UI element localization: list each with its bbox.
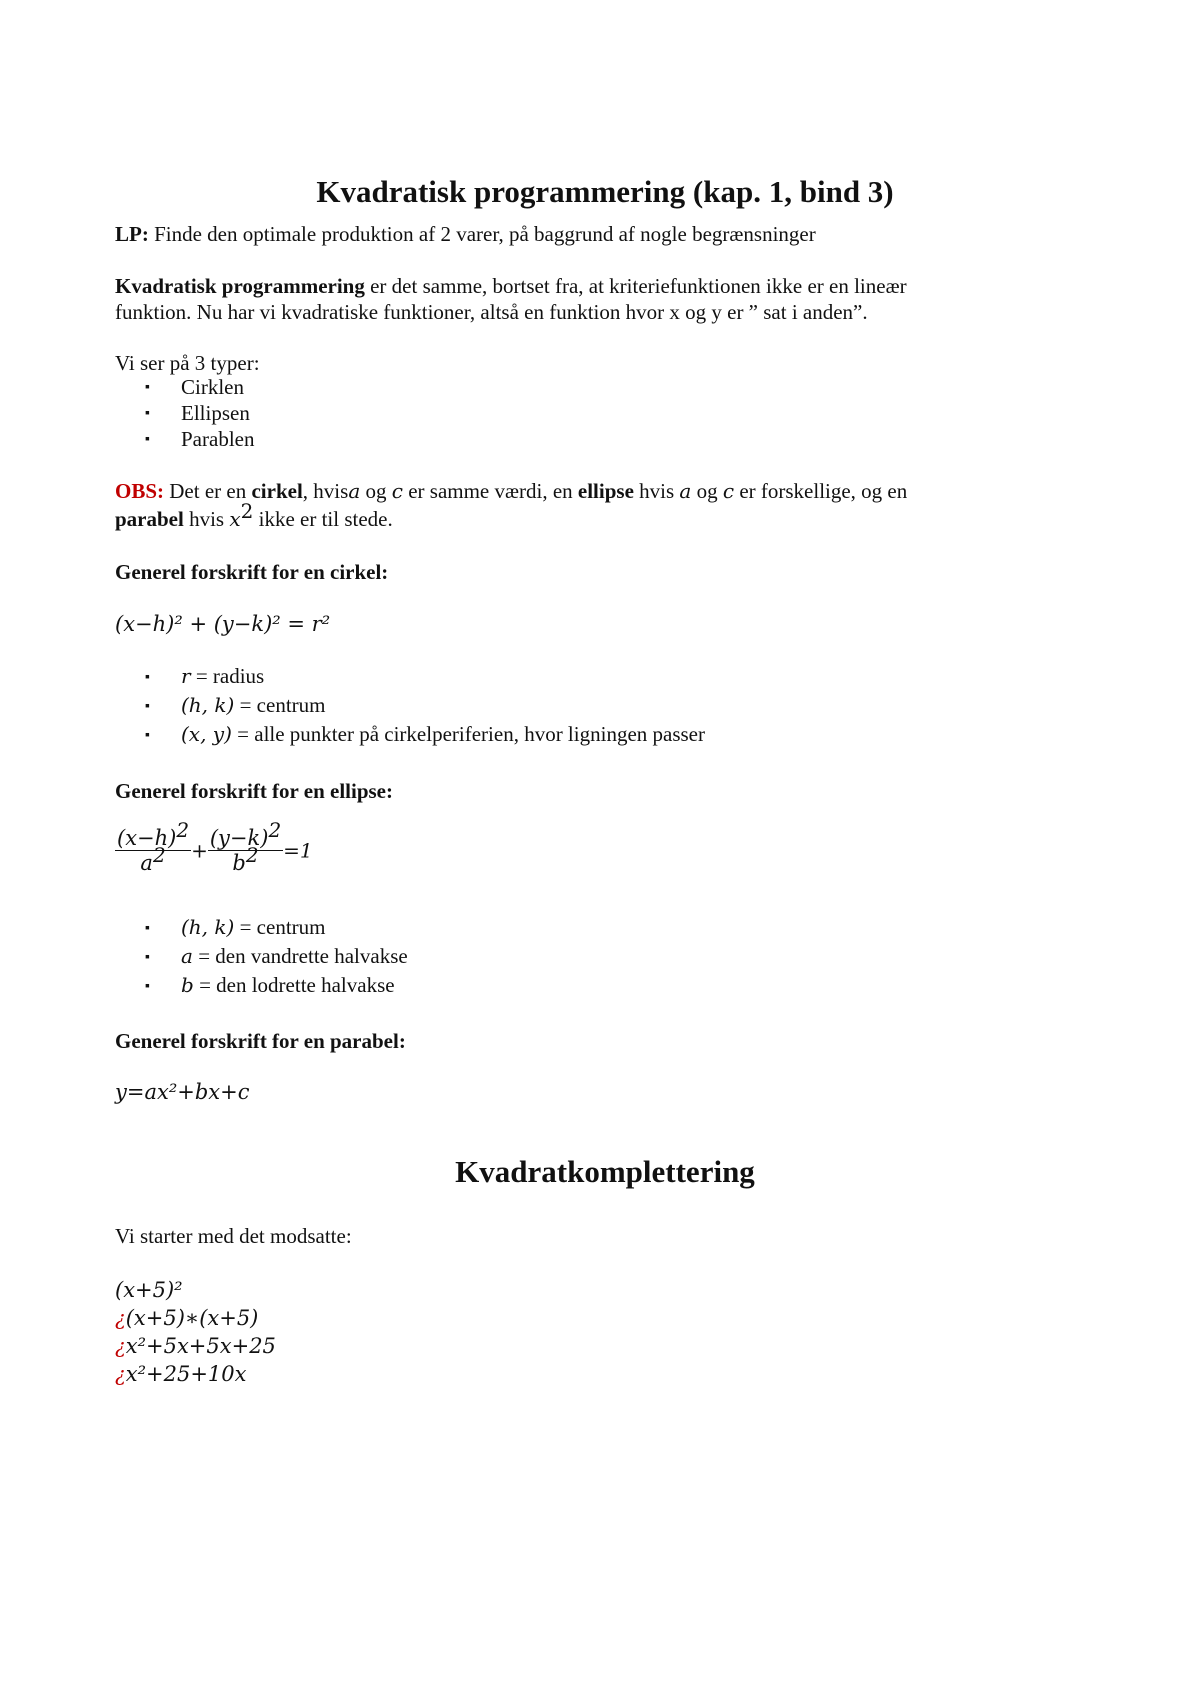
step-expr: x²+25+10x — [125, 1362, 247, 1386]
circle-item-symbol: (x, y) — [181, 722, 232, 746]
ellipse-item-symbol: b — [181, 973, 194, 997]
obs-a: a — [348, 479, 361, 503]
ellipse-num2: (y−k) — [209, 826, 269, 850]
ellipse-item-symbol: a — [181, 944, 193, 968]
parabel-heading: Generel forskrift for en parabel: — [115, 1029, 406, 1053]
ellipse-item-text: = den lodrette halvakse — [193, 973, 395, 997]
kompl-step — [115, 1334, 276, 1359]
circle-item — [181, 664, 264, 689]
obs-text: hvis — [633, 479, 680, 503]
type-item: Parablen — [181, 427, 255, 451]
bullet-icon: ▪ — [145, 728, 150, 743]
obs-c: c — [722, 479, 735, 503]
obs-line2: parabel hvis $x^2$ ikke er til stede. — [115, 499, 393, 531]
obs-text: og — [360, 479, 392, 503]
bullet-icon: ▪ — [145, 380, 150, 395]
circle-item — [181, 693, 325, 718]
obs-text: , hvis — [302, 479, 349, 503]
circle-item-symbol: r — [181, 664, 191, 688]
ellipse-item — [181, 915, 325, 940]
lp-text: Finde den optimale produktion af 2 varer, på baggrund af nogle begrænsninger — [148, 222, 816, 246]
ellipse-fraction-1: $\frac{(x-h)^2}{a^2}$ — [117, 818, 190, 875]
ellipse-item — [181, 944, 408, 969]
kompl-title: Kvadratkomplettering — [455, 1154, 755, 1189]
circle-item — [181, 722, 705, 747]
bullet-icon: ▪ — [145, 979, 150, 994]
circle-item-text: = centrum — [234, 693, 326, 717]
obs-a: a — [679, 479, 692, 503]
obs-label: OBS: — [115, 479, 165, 503]
step-expr: (x+5)∗(x+5) — [125, 1306, 259, 1330]
ellipse-fraction-2: $\frac{(y-k)^2}{b^2}$ — [209, 818, 282, 875]
kp-paragraph-line1 — [115, 274, 907, 299]
bullet-icon: ▪ — [145, 432, 150, 447]
page-title: Kvadratisk programmering (kap. 1, bind 3) — [316, 174, 894, 209]
ellipse-item-symbol: (h, k) — [181, 915, 235, 939]
ellipse-den1: a — [140, 851, 153, 875]
ellipse-item-text: = centrum — [234, 915, 326, 939]
kompl-step — [115, 1278, 183, 1303]
ellipse-rhs: =1 — [283, 838, 313, 863]
type-item: Cirklen — [181, 375, 244, 399]
lp-paragraph — [115, 222, 816, 247]
kompl-intro: Vi starter med det modsatte: — [115, 1224, 352, 1248]
bullet-icon: ▪ — [145, 670, 150, 685]
obs-text: er forskellige, og en — [734, 479, 908, 503]
circle-item-text: = alle punkter på cirkelperiferien, hvor ligningen passer — [231, 722, 705, 746]
step-expr: x²+5x+5x+25 — [125, 1334, 276, 1358]
obs-text: ikke er til stede. — [253, 507, 393, 531]
obs-x: x — [229, 507, 241, 531]
circle-heading: Generel forskrift for en cirkel: — [115, 560, 389, 584]
ellipse-item — [181, 973, 395, 998]
bullet-icon: ▪ — [145, 950, 150, 965]
obs-parabel: parabel — [115, 507, 184, 531]
ellipse-item-text: = den vandrette halvakse — [192, 944, 408, 968]
step-prefix: ¿ — [115, 1334, 126, 1358]
obs-line1 — [115, 479, 907, 504]
obs-text: og — [691, 479, 723, 503]
step-prefix: ¿ — [115, 1306, 126, 1330]
ellipse-den2: b — [232, 851, 246, 875]
kompl-step — [115, 1362, 246, 1387]
bullet-icon: ▪ — [145, 921, 150, 936]
kp-bold: Kvadratisk programmering — [115, 274, 365, 298]
obs-c: c — [391, 479, 403, 503]
obs-ellipse: ellipse — [577, 479, 634, 503]
type-item: Ellipsen — [181, 401, 250, 425]
bullet-icon: ▪ — [145, 699, 150, 714]
types-intro: Vi ser på 3 typer: — [115, 351, 260, 375]
parabel-formula: y=ax²+bx+c — [115, 1080, 250, 1104]
step-expr: (x+5)² — [115, 1278, 183, 1302]
lp-label: LP: — [115, 222, 149, 246]
kp-paragraph-line2: funktion. Nu har vi kvadratiske funktioner, altså en funktion hvor x og y er ” sat i anden”. — [115, 300, 868, 324]
obs-text: er samme værdi, en — [402, 479, 578, 503]
kompl-step — [115, 1306, 258, 1331]
step-prefix: ¿ — [115, 1362, 126, 1386]
circle-formula: (x−h)² + (y−k)² = r² — [115, 612, 331, 636]
obs-text: Det er en — [164, 479, 252, 503]
obs-text: hvis — [183, 507, 230, 531]
ellipse-heading: Generel forskrift for en ellipse: — [115, 779, 393, 803]
kp-line1: er det samme, bortset fra, at kriteriefunktionen ikke er en lineær — [364, 274, 907, 298]
ellipse-num1: (x−h) — [117, 826, 177, 850]
circle-item-symbol: (h, k) — [181, 693, 235, 717]
ellipse-formula: $\frac{(x-h)^2}{a^2}$ + $\frac{(y-k)^2}{b^2}$ =1 — [117, 818, 313, 875]
circle-item-text: = radius — [190, 664, 265, 688]
obs-cirkel: cirkel — [251, 479, 303, 503]
bullet-icon: ▪ — [145, 406, 150, 421]
